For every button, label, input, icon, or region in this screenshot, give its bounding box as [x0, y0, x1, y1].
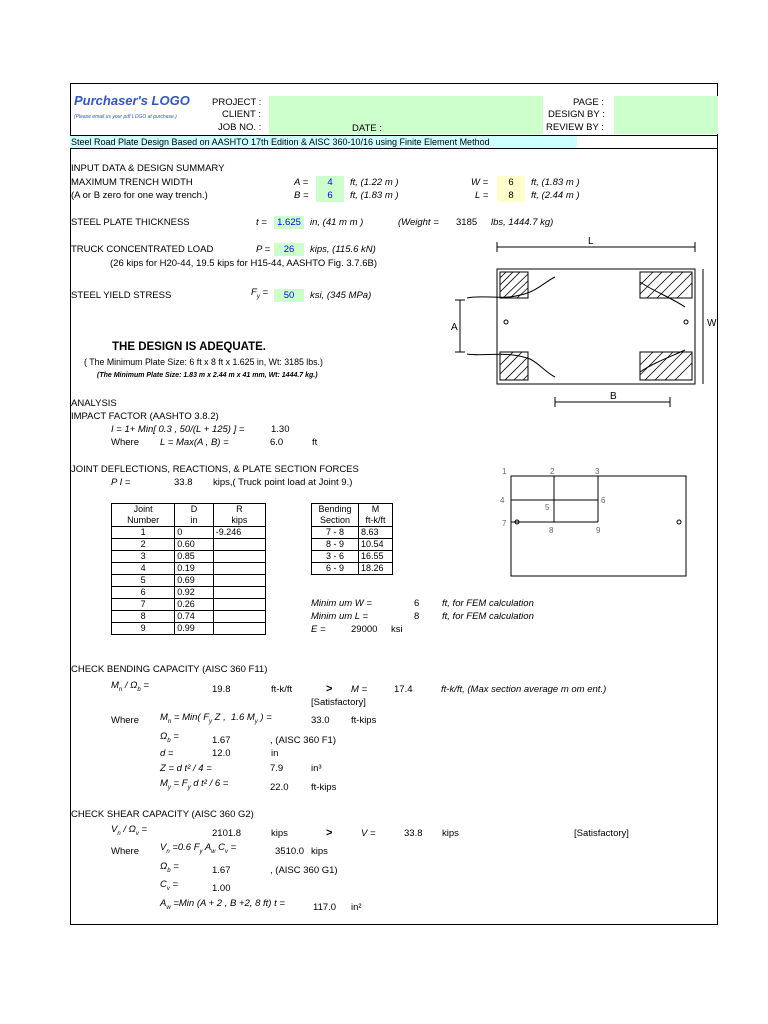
- shear-ratio-unit: kips: [271, 828, 288, 839]
- date-label: DATE :: [352, 123, 382, 134]
- M-label: M =: [351, 684, 368, 695]
- L-result-unit: ft: [312, 437, 318, 448]
- Cv-label: $C_v$ =: [160, 879, 179, 892]
- where-1: Where: [111, 437, 139, 448]
- node-9: 9: [596, 526, 601, 535]
- min-size-metric: (The Minimum Plate Size: 1.83 m x 2.44 m x 41 mm, Wt: 1444.7 kg.): [97, 372, 318, 379]
- table-row: [112, 623, 266, 635]
- table-cell: 3: [112, 551, 175, 563]
- L-result: 6.0: [270, 437, 284, 448]
- W-label: W =: [471, 177, 489, 188]
- table1-header-cell: Joint: [112, 504, 175, 516]
- trench-edge-top-left: [467, 277, 555, 298]
- PI-label: P I =: [111, 477, 131, 488]
- table-cell: [213, 587, 265, 599]
- table-row: [112, 527, 266, 539]
- table-cell: 0.60: [175, 539, 214, 551]
- table-cell: 0.85: [175, 551, 214, 563]
- table1-header-row: [112, 504, 266, 516]
- trench-note: (A or B zero for one way trench.): [71, 190, 208, 201]
- minL-value: 8: [414, 611, 420, 622]
- t-unit: in, (41 m m ): [310, 217, 364, 228]
- minW-unit: ft, for FEM calculation: [442, 598, 534, 609]
- table-cell: 10.54: [358, 539, 392, 551]
- V-unit: kips: [442, 828, 459, 839]
- Fy-unit: ksi, (345 MPa): [310, 290, 372, 301]
- thickness-label: STEEL PLATE THICKNESS: [71, 217, 190, 228]
- shear-heading: CHECK SHEAR CAPACITY (AISC 360 G2): [71, 809, 254, 820]
- omega-v-ref: , (AISC 360 G1): [270, 865, 338, 876]
- A-input[interactable]: 4: [316, 176, 344, 189]
- B-unit: ft, (1.83 m ): [350, 190, 399, 201]
- Z-label: Z = d t² / 4 =: [160, 763, 212, 774]
- table-cell: 1: [112, 527, 175, 539]
- table-cell: 8: [112, 611, 175, 623]
- table-cell: 6: [112, 587, 175, 599]
- trench-label: MAXIMUM TRENCH WIDTH: [71, 177, 193, 188]
- table2-header-row: [312, 515, 393, 527]
- L-unit: ft, (2.44 m ): [531, 190, 580, 201]
- W-value: 6: [497, 176, 525, 189]
- E-label: E =: [311, 624, 326, 635]
- table-cell: 0.99: [175, 623, 214, 635]
- node-4: 4: [500, 496, 505, 505]
- t-label: t =: [256, 217, 267, 228]
- table-cell: 2: [112, 539, 175, 551]
- table-cell: 8.63: [358, 527, 392, 539]
- min-size: ( The Minimum Plate Size: 6 ft x 8 ft x 1.625 in, Wt: 3185 lbs.): [84, 357, 323, 367]
- project-field[interactable]: [269, 96, 543, 134]
- load-label: TRUCK CONCENTRATED LOAD: [71, 244, 214, 255]
- joint-heading: JOINT DEFLECTIONS, REACTIONS, & PLATE SECTION FORCES: [71, 464, 359, 475]
- table-row: [112, 563, 266, 575]
- client-label: CLIENT :: [222, 109, 261, 120]
- table-cell: 3 - 6: [312, 551, 359, 563]
- logo-text: Purchaser's LOGO: [74, 93, 190, 108]
- Cv-value: 1.00: [212, 883, 231, 894]
- table-row: [112, 551, 266, 563]
- table-cell: 4: [112, 563, 175, 575]
- bending-heading: CHECK BENDING CAPACITY (AISC 360 F11): [71, 664, 268, 675]
- table-cell: 8 - 9: [312, 539, 359, 551]
- weight-value: 3185: [456, 217, 478, 228]
- table-cell: 6 - 9: [312, 563, 359, 575]
- page-title: Steel Road Plate Design Based on AASHTO 17th Edition & AISC 360-10/16 using Finite Element Method: [71, 137, 490, 147]
- table-row: [112, 575, 266, 587]
- table-cell: 16.55: [358, 551, 392, 563]
- table2-header-row: [312, 504, 393, 516]
- table-cell: 9: [112, 623, 175, 635]
- d-unit: in: [271, 748, 279, 759]
- A-label: A =: [294, 177, 309, 188]
- review-by-label: REVIEW BY :: [546, 122, 604, 133]
- M-note: ft-k/ft, (Max section average m om ent.): [441, 684, 607, 695]
- table-row: [312, 539, 393, 551]
- A-unit: ft, (1.22 m ): [350, 177, 399, 188]
- table1-header-cell: kips: [213, 515, 265, 527]
- shear-ratio-value: 2101.8: [212, 828, 242, 839]
- Mn-value: 33.0: [311, 715, 330, 726]
- table-cell: [213, 623, 265, 635]
- page-fields[interactable]: [614, 96, 718, 134]
- table1-header-cell: in: [175, 515, 214, 527]
- table1-header-row: [112, 515, 266, 527]
- omega-b-value: 1.67: [212, 735, 231, 746]
- Mn-unit: ft-kips: [351, 715, 377, 726]
- weight-label: (Weight =: [398, 217, 439, 228]
- impact-formula: I = 1+ Min[ 0.3 , 50/(L + 125) ] =: [111, 424, 245, 435]
- shear-status: [Satisfactory]: [574, 828, 629, 839]
- node-8: 8: [549, 526, 554, 535]
- title-divider: [70, 148, 718, 149]
- minW-value: 6: [414, 598, 420, 609]
- table-row: [112, 539, 266, 551]
- bending-ratio-unit: ft-k/ft: [271, 684, 293, 695]
- job-label: JOB NO. :: [218, 122, 262, 133]
- table1-header-cell: R: [213, 504, 265, 516]
- table-row: [312, 527, 393, 539]
- Z-unit: in³: [311, 763, 322, 774]
- My-label: $M_y = F_y$ d t² / 6 =: [160, 778, 229, 791]
- P-input[interactable]: 26: [274, 243, 304, 256]
- omega-v-value: 1.67: [212, 865, 231, 876]
- node-3: 3: [595, 467, 600, 476]
- node-5: 5: [545, 503, 550, 512]
- input-heading: INPUT DATA & DESIGN SUMMARY: [71, 163, 225, 174]
- page-label: PAGE :: [573, 97, 604, 108]
- P-unit: kips, (115.6 kN): [310, 244, 376, 255]
- bending-status: [Satisfactory]: [311, 697, 366, 708]
- design-by-label: DESIGN BY :: [548, 109, 605, 120]
- node-1: 1: [502, 467, 507, 476]
- moment-table: [311, 503, 393, 575]
- corner-hatch-bl: [500, 352, 528, 380]
- Vn-value: 3510.0: [275, 846, 305, 857]
- B-label: B =: [294, 190, 309, 201]
- fem-grid-diagram: [495, 462, 695, 582]
- table-row: [112, 611, 266, 623]
- L-dim-label: L: [588, 236, 594, 247]
- table2-header-cell: ft-k/ft: [358, 515, 392, 527]
- table2-header-cell: Section: [312, 515, 359, 527]
- table-row: [312, 563, 393, 575]
- E-value: 29000: [351, 624, 378, 635]
- table2-header-cell: M: [358, 504, 392, 516]
- node-2: 2: [550, 467, 555, 476]
- yield-label: STEEL YIELD STRESS: [71, 290, 172, 301]
- plate-diagram: [445, 232, 720, 412]
- shear-gt: >: [326, 827, 333, 839]
- M-value: 17.4: [394, 684, 413, 695]
- weight-unit: lbs, 1444.7 kg): [491, 217, 554, 228]
- L-formula: L = Max(A , B) =: [160, 437, 229, 448]
- table1-header-cell: D: [175, 504, 214, 516]
- table-cell: 5: [112, 575, 175, 587]
- Z-value: 7.9: [270, 763, 284, 774]
- B-dim-label: B: [610, 391, 617, 402]
- Mn-omega-ratio: $M_n / \Omega_b$ =: [111, 680, 149, 693]
- B-input[interactable]: 6: [316, 189, 344, 202]
- table-cell: 7 - 8: [312, 527, 359, 539]
- node-6: 6: [601, 496, 606, 505]
- table1-header-cell: Number: [112, 515, 175, 527]
- bending-gt: >: [326, 683, 333, 695]
- omega-v-label: $\Omega_b$ =: [160, 861, 179, 874]
- PI-value: 33.8: [174, 477, 193, 488]
- A-dim-label: A: [451, 322, 458, 333]
- joint-table: [111, 503, 266, 635]
- table-row: [312, 551, 393, 563]
- corner-hatch-tr: [640, 272, 692, 298]
- Mn-formula: $M_n = Min$( $F_y$ Z , 1.6 $M_y$ ) =: [160, 712, 272, 725]
- table-cell: [213, 563, 265, 575]
- Fy-input[interactable]: 50: [274, 289, 304, 302]
- d-value: 12.0: [212, 748, 231, 759]
- L-label: L =: [475, 190, 489, 201]
- minL-label: Minim um L =: [311, 611, 369, 622]
- W-dim-label: W: [707, 318, 717, 329]
- table-cell: [213, 611, 265, 623]
- load-note: (26 kips for H20-44, 19.5 kips for H15-44, AASHTO Fig. 3.7.6B): [110, 258, 378, 269]
- table-cell: [213, 599, 265, 611]
- impact-heading: IMPACT FACTOR (AASHTO 3.8.2): [71, 411, 219, 422]
- analysis-heading: ANALYSIS: [71, 398, 117, 409]
- Vn-omega-ratio: $V_n / \Omega_v$ =: [111, 824, 148, 837]
- table-cell: 0.69: [175, 575, 214, 587]
- V-label: V =: [361, 828, 376, 839]
- P-label: P =: [256, 244, 271, 255]
- table-cell: [213, 539, 265, 551]
- PI-unit: kips,( Truck point load at Joint 9.): [213, 477, 353, 488]
- Aw-unit: in²: [351, 902, 362, 913]
- corner-hatch-br: [640, 352, 692, 380]
- table-cell: 0: [175, 527, 214, 539]
- where-3: Where: [111, 846, 139, 857]
- Vn-unit: kips: [311, 846, 328, 857]
- V-value: 33.8: [404, 828, 423, 839]
- adequate-status: THE DESIGN IS ADEQUATE.: [112, 341, 266, 353]
- table-row: [112, 587, 266, 599]
- t-input[interactable]: 1.625: [274, 216, 304, 229]
- bending-ratio-value: 19.8: [212, 684, 231, 695]
- minL-unit: ft, for FEM calculation: [442, 611, 534, 622]
- project-label: PROJECT :: [212, 97, 262, 108]
- My-value: 22.0: [270, 782, 289, 793]
- My-unit: ft-kips: [311, 782, 337, 793]
- logo-note: (Please email us your pdf LOGO at purchase.): [74, 114, 177, 120]
- impact-value: 1.30: [271, 424, 290, 435]
- table-row: [112, 599, 266, 611]
- node-7: 7: [502, 519, 507, 528]
- table-cell: 18.26: [358, 563, 392, 575]
- table-cell: 0.92: [175, 587, 214, 599]
- table-cell: [213, 551, 265, 563]
- table-cell: 7: [112, 599, 175, 611]
- table-cell: [213, 575, 265, 587]
- W-unit: ft, (1.83 m ): [531, 177, 580, 188]
- L-value: 8: [497, 189, 525, 202]
- omega-b-ref: , (AISC 360 F1): [270, 735, 336, 746]
- table-cell: -9.246: [213, 527, 265, 539]
- minW-label: Minim um W =: [311, 598, 372, 609]
- Aw-formula: $A_w =Min$ (A + 2 , B +2, 8 ft) t =: [160, 898, 285, 911]
- Fy-label: $F_y$ =: [251, 287, 268, 300]
- omega-b-label: $\Omega_b$ =: [160, 731, 179, 744]
- table-cell: 0.26: [175, 599, 214, 611]
- table-cell: 0.74: [175, 611, 214, 623]
- where-2: Where: [111, 715, 139, 726]
- table-cell: 0.19: [175, 563, 214, 575]
- E-unit: ksi: [391, 624, 403, 635]
- table2-header-cell: Bending: [312, 504, 359, 516]
- d-label: d =: [160, 748, 174, 759]
- Vn-formula: $V_n =0.6$ $F_y$ $A_w$ $C_v$ =: [160, 842, 237, 855]
- Aw-value: 117.0: [313, 902, 337, 913]
